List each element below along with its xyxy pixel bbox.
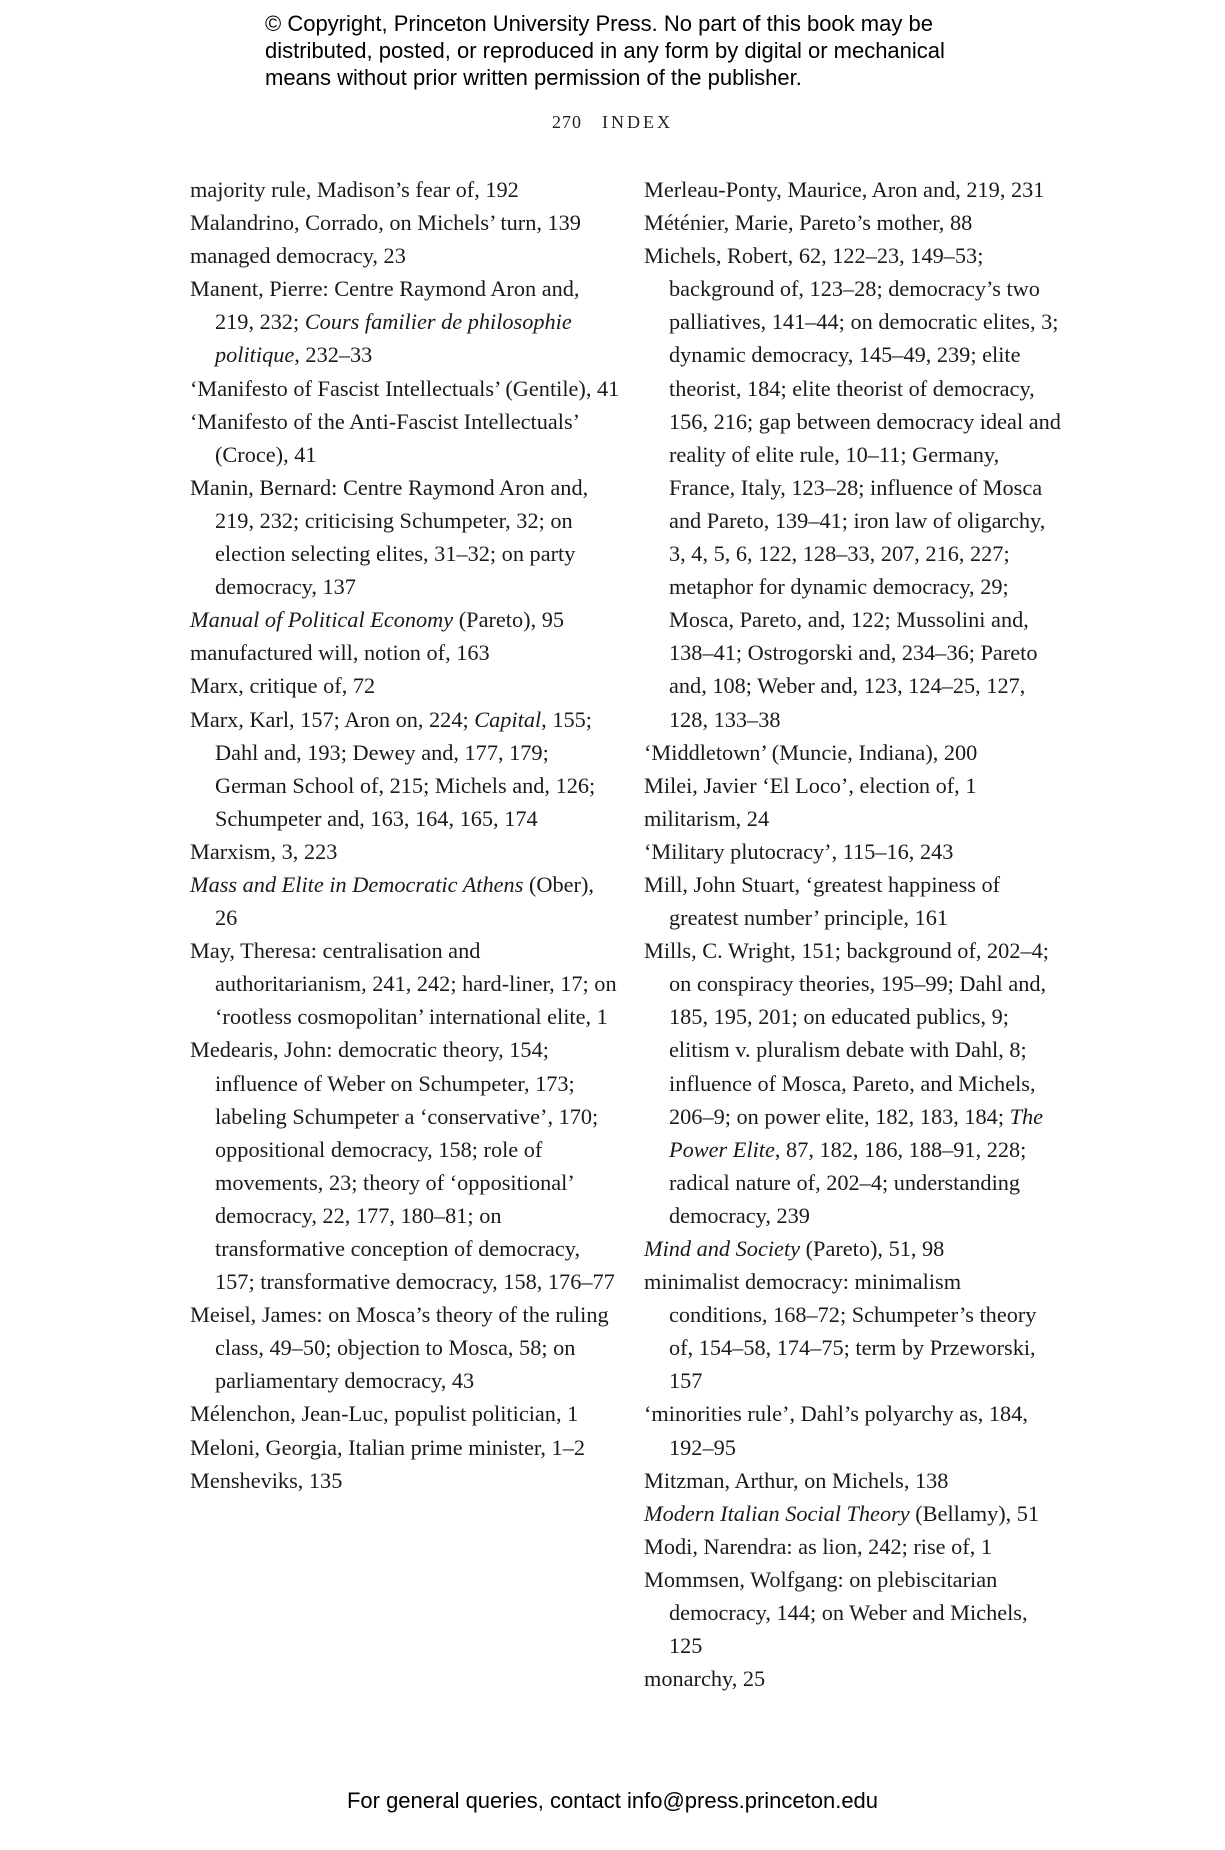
- section-title: INDEX: [602, 112, 673, 132]
- index-entry-title: Manual of Political Economy: [190, 607, 454, 633]
- index-entry-text: Michels, Robert, 62, 122–23, 149–53; background of, 123–28; democracy’s two palliatives, 141–44; on democratic elites, 3; dynamic democracy, 145–49, 239; elite theorist, 184; elite theorist of democracy, 156, 216; gap between democracy ideal and reality of elite rule, 10–11; Germany, France, Italy, 123–28; influence of Mosca and Pareto, 139–41; iron law of oligarchy, 3, 4, 5, 6, 122, 128–33, 207, 216, 227; metaphor for dynamic democracy, 29; Mosca, Pareto, and, 122; Mussolini and, 138–41; Ostrogorski and, 234–36; Pareto and, 108; Weber and, 123, 124–25, 127, 128, 133–38: [644, 243, 1061, 732]
- copyright-line: means without prior written permission of the publisher.: [265, 65, 802, 90]
- index-entry: [190, 868, 620, 934]
- index-entry-text: , 232–33: [294, 342, 373, 368]
- index-entry-text: militarism, 24: [644, 805, 770, 831]
- index-entry: [190, 173, 620, 206]
- index-entry: [190, 206, 620, 239]
- index-entry: [644, 934, 1064, 1232]
- index-entry-title: Mind and Society: [644, 1236, 801, 1261]
- index-entry-text: monarchy, 25: [644, 1666, 766, 1692]
- index-entry-text: Manin, Bernard: Centre Raymond Aron and, 219, 232; criticising Schumpeter, 32; on election selecting elites, 31–32; on party democracy, 137: [190, 474, 589, 600]
- index-entry-text: Manent, Pierre: Centre Raymond Aron and, 219, 232;: [190, 276, 580, 335]
- index-entry-text: Merleau-Ponty, Maurice, Aron and, 219, 231: [644, 177, 1045, 202]
- index-entry-text: ‘minorities rule’, Dahl’s polyarchy as, 184, 192–95: [644, 1401, 1028, 1460]
- index-entry: [644, 173, 1064, 206]
- index-entry-text: ‘Middletown’ (Muncie, Indiana), 200: [644, 739, 978, 765]
- index-entry-text: Marxism, 3, 223: [190, 838, 338, 864]
- index-entry: [190, 1431, 620, 1464]
- index-entry: [644, 1563, 1064, 1662]
- index-entry-text: ‘Military plutocracy’, 115–16, 243: [644, 838, 954, 864]
- index-entry-text: Marx, critique of, 72: [190, 673, 376, 699]
- index-entry-text: Mitzman, Arthur, on Michels, 138: [644, 1467, 949, 1493]
- index-entry: [644, 1232, 1064, 1265]
- index-entry-text: May, Theresa: centralisation and authoritarianism, 241, 242; hard-liner, 17; on ‘rootless cosmopolitan’ international elite, 1: [190, 938, 617, 1030]
- index-entry: [644, 1662, 1064, 1695]
- index-entry: [190, 1033, 620, 1298]
- index-entry-text: Mills, C. Wright, 151; background of, 202–4; on conspiracy theories, 195–99; Dahl and, 185, 195, 201; on educated publics, 9; elitism v. pluralism debate with Dahl, 8; influence of Mosca, Pareto, and Michels, 206–9; on power elite, 182, 183, 184;: [644, 938, 1049, 1129]
- page-number: 270: [552, 112, 582, 132]
- copyright-notice: [265, 10, 1025, 91]
- index-entry: [190, 603, 620, 636]
- index-entry: [190, 1464, 620, 1497]
- index-entry: [190, 1397, 620, 1430]
- index-entry-text: (Pareto), 51, 98: [800, 1236, 945, 1261]
- index-entry: [644, 1530, 1064, 1563]
- index-entry: [190, 239, 620, 272]
- index-entry-text: minimalist democracy: minimalism conditions, 168–72; Schumpeter’s theory of, 154–58, 174–75; term by Przeworski, 157: [644, 1269, 1037, 1394]
- index-entry-text: manufactured will, notion of, 163: [190, 640, 490, 666]
- index-entry: [644, 1397, 1064, 1463]
- index-entry: [644, 736, 1064, 769]
- index-entry-title: The Power Elite: [669, 1103, 1044, 1162]
- index-entry: [644, 868, 1064, 934]
- index-entry-text: Medearis, John: democratic theory, 154; influence of Weber on Schumpeter, 173; labeling Schumpeter a ‘conservative’, 170; oppositional democracy, 158; role of movements, 23; theory of ‘oppositional’ democracy, 22, 177, 180–81; on transformative conception of democracy, 157; transformative democracy, 158, 176–77: [190, 1037, 615, 1295]
- index-entry: [190, 669, 620, 702]
- index-entry-title: Mass and Elite in Democratic Athens: [190, 871, 524, 897]
- index-column-right: [644, 173, 1064, 1695]
- index-entry-text: (Ober), 26: [215, 871, 594, 931]
- index-entry: [190, 703, 620, 835]
- index-entry: [644, 802, 1064, 835]
- index-entry-text: (Pareto), 95: [453, 607, 565, 633]
- index-entry-text: Malandrino, Corrado, on Michels’ turn, 139: [190, 210, 581, 236]
- index-entry-text: ‘Manifesto of Fascist Intellectuals’ (Gentile), 41: [190, 375, 620, 401]
- index-entry-text: Modi, Narendra: as lion, 242; rise of, 1: [644, 1533, 993, 1559]
- index-entry: [190, 372, 620, 405]
- index-entry-text: Mill, John Stuart, ‘greatest happiness of greatest number’ principle, 161: [644, 871, 1001, 931]
- index-entry: [190, 471, 620, 603]
- index-entry: [190, 1298, 620, 1397]
- index-entry: [644, 769, 1064, 802]
- index-entry-text: , 87, 182, 186, 188–91, 228; radical nature of, 202–4; understanding democracy, 239: [669, 1136, 1027, 1228]
- index-entry-text: Mélenchon, Jean-Luc, populist politician, 1: [190, 1401, 579, 1427]
- index-entry-text: , 155; Dahl and, 193; Dewey and, 177, 179; German School of, 215; Michels and, 126; Schumpeter and, 163, 164, 165, 174: [215, 706, 596, 831]
- index-entry: [644, 1265, 1064, 1397]
- index-entry-text: Mensheviks, 135: [190, 1467, 343, 1493]
- index-entry: [190, 405, 620, 471]
- index-entry: [644, 835, 1064, 868]
- index-entry-text: Mommsen, Wolfgang: on plebiscitarian democracy, 144; on Weber and Michels, 125: [644, 1566, 1028, 1659]
- index-column-left: [190, 173, 620, 1497]
- index-entry-text: Milei, Javier ‘El Loco’, election of, 1: [644, 772, 977, 798]
- index-entry: [644, 206, 1064, 239]
- running-head: [0, 112, 1225, 133]
- index-entry-text: (Bellamy), 51: [909, 1500, 1040, 1526]
- index-entry-title: Cours familier de philosophie politique: [215, 309, 572, 368]
- index-entry: [644, 239, 1064, 735]
- index-entry-text: managed democracy, 23: [190, 243, 406, 269]
- index-entry: [644, 1464, 1064, 1497]
- index-entry: [190, 636, 620, 669]
- index-entry: [644, 1497, 1064, 1530]
- index-entry-text: majority rule, Madison’s fear of, 192: [190, 177, 519, 202]
- index-entry: [190, 934, 620, 1033]
- index-entry-title: Modern Italian Social Theory: [644, 1500, 910, 1526]
- index-entry-title: Capital: [474, 706, 542, 732]
- index-entry: [190, 272, 620, 371]
- index-entry-text: Meisel, James: on Mosca’s theory of the ruling class, 49–50; objection to Mosca, 58; on parliamentary democracy, 43: [190, 1302, 609, 1394]
- index-entry-text: Meloni, Georgia, Italian prime minister, 1–2: [190, 1434, 585, 1460]
- footer-contact: For general queries, contact info@press.princeton.edu: [346, 1788, 879, 1813]
- index-entry-text: Marx, Karl, 157; Aron on, 224;: [190, 706, 475, 732]
- index-entry-text: Méténier, Marie, Pareto’s mother, 88: [644, 210, 973, 236]
- copyright-line: distributed, posted, or reproduced in any form by digital or mechanical: [265, 38, 945, 63]
- copyright-line: © Copyright, Princeton University Press. No part of this book may be: [265, 11, 933, 36]
- index-entry-text: ‘Manifesto of the Anti-Fascist Intellectuals’ (Croce), 41: [190, 408, 579, 467]
- index-entry: [190, 835, 620, 868]
